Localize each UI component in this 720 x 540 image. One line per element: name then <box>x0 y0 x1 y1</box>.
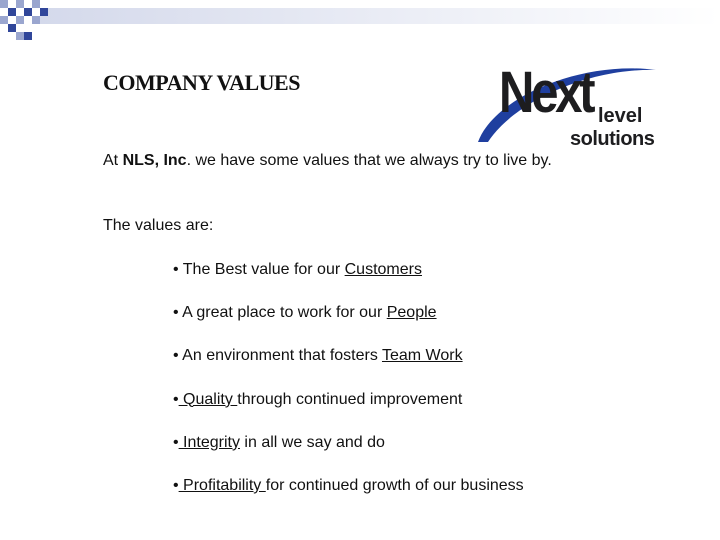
value-item <box>173 389 524 432</box>
decor-square <box>24 32 32 40</box>
value-item <box>173 475 524 518</box>
decor-square <box>16 16 24 24</box>
header-decoration <box>0 0 720 48</box>
header-fade-bar <box>40 8 720 24</box>
decor-square <box>8 24 16 32</box>
bullet: • <box>173 304 179 322</box>
decor-square <box>32 16 40 24</box>
values-list <box>173 259 524 518</box>
value-keyword: Team Work <box>381 347 463 365</box>
intro-post: . we have some values that we always try to live by. <box>186 152 552 169</box>
value-item <box>173 345 524 388</box>
company-name: NLS, Inc <box>122 152 187 169</box>
value-rest: through continued improvement <box>237 390 463 408</box>
value-item <box>173 432 524 475</box>
value-keyword: People <box>386 304 437 322</box>
values-lead: The values are: <box>103 217 214 234</box>
decor-square <box>16 0 24 8</box>
intro-paragraph <box>103 150 593 172</box>
decor-square <box>24 8 32 16</box>
value-keyword: Profitability <box>178 476 266 494</box>
value-text: A great place to work for our <box>178 304 387 322</box>
bullet: • <box>173 433 179 451</box>
decor-square <box>16 32 24 40</box>
value-item <box>173 259 524 302</box>
bullet: • <box>173 261 179 278</box>
value-text: The Best value for our <box>178 261 345 278</box>
bullet: • <box>173 476 179 494</box>
logo-word-solutions: solutions <box>570 128 655 150</box>
logo-word-level: level <box>598 105 643 127</box>
decor-square <box>32 0 40 8</box>
value-rest: for continued growth of our business <box>265 476 524 494</box>
value-item <box>173 302 524 345</box>
value-keyword: Customers <box>344 261 422 278</box>
decor-square <box>0 16 8 24</box>
bullet: • <box>173 347 179 365</box>
decor-square <box>0 0 8 8</box>
decor-square <box>40 8 48 16</box>
value-keyword: Quality <box>178 390 238 408</box>
decor-square <box>8 8 16 16</box>
logo-word-next: Next <box>498 60 593 125</box>
bullet: • <box>173 390 179 408</box>
value-rest: in all we say and do <box>239 433 385 451</box>
value-text: An environment that fosters <box>178 347 382 365</box>
slide-title: COMPANY VALUES <box>103 70 300 95</box>
intro-pre: At <box>103 152 123 169</box>
value-keyword: Integrity <box>178 433 240 451</box>
next-level-solutions-logo <box>470 50 660 160</box>
